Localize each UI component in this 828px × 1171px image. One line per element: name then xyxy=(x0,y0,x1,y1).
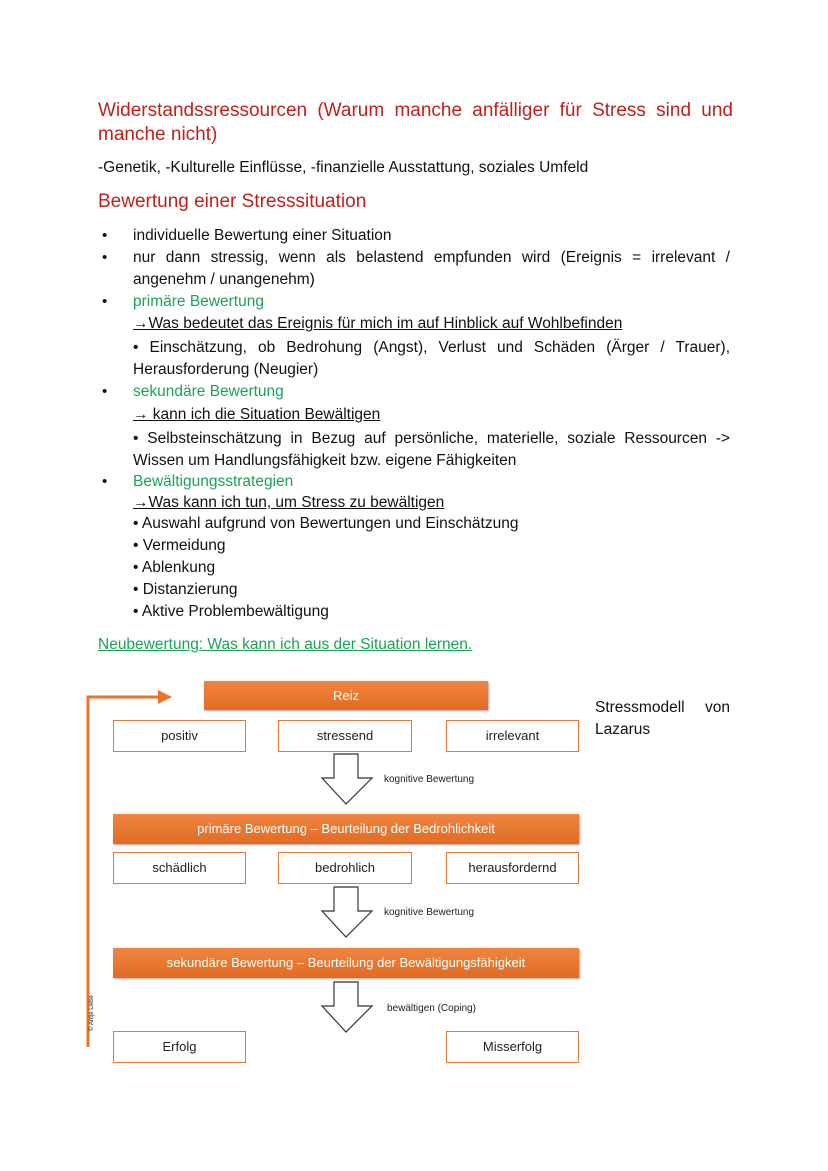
diagram-caption: Stressmodell von Lazarus xyxy=(595,699,730,738)
primary-evaluation-question: →Was bedeutet das Ereignis für mich im auf Hinblick auf Wohlbefinden xyxy=(133,315,623,332)
secondary-evaluation-title: sekundäre Bewertung xyxy=(133,383,284,400)
bullet-dot: • xyxy=(102,473,108,490)
coping-strategies-title: Bewältigungsstrategien xyxy=(133,473,294,490)
outcome-positive: positiv xyxy=(113,720,246,752)
result-failure: Misserfolg xyxy=(446,1031,579,1063)
down-arrow-icon xyxy=(320,885,374,939)
appraisal-threatening: bedrohlich xyxy=(278,852,412,884)
factors-line: -Genetik, -Kulturelle Einflüsse, -finanzielle Ausstattung, soziales Umfeld xyxy=(98,159,589,176)
coping-item: • Ablenkung xyxy=(133,559,216,576)
outcome-irrelevant: irrelevant xyxy=(446,720,579,752)
secondary-evaluation-detail: • Selbsteinschätzung in Bezug auf persönliche, materielle, soziale Ressourcen -> Wissen um Handlungsfähigkeit bzw. eigene Fähigkeiten xyxy=(133,430,730,469)
appraisal-harmful: schädlich xyxy=(113,852,246,884)
reassessment-line: Neubewertung: Was kann ich aus der Situation lernen. xyxy=(98,636,473,653)
arrow-label-cognitive-1: kognitive Bewertung xyxy=(384,774,475,785)
bullet-dot: • xyxy=(102,249,108,266)
coping-item: • Aktive Problembewältigung xyxy=(133,603,329,620)
arrow-label-coping: bewältigen (Coping) xyxy=(387,1003,476,1014)
bullet-dot: • xyxy=(102,383,108,400)
bullet-individual-evaluation: individuelle Bewertung einer Situation xyxy=(133,227,392,244)
bullet-dot: • xyxy=(102,227,108,244)
coping-item: • Distanzierung xyxy=(133,581,238,598)
heading-stress-evaluation: Bewertung einer Stresssituation xyxy=(98,191,367,212)
outcome-stressful: stressend xyxy=(278,720,412,752)
secondary-evaluation-question: → kann ich die Situation Bewältigen xyxy=(133,406,381,423)
down-arrow-icon xyxy=(320,980,374,1034)
copyright-note: © Antje Liebe xyxy=(89,995,95,1031)
down-arrow-icon xyxy=(320,752,374,806)
arrow-label-cognitive-2: kognitive Bewertung xyxy=(384,907,475,918)
stimulus-bar: Reiz xyxy=(204,681,488,710)
primary-evaluation-bar: primäre Bewertung – Beurteilung der Bedrohlichkeit xyxy=(113,814,579,844)
secondary-evaluation-bar: sekundäre Bewertung – Beurteilung der Bewältigungsfähigkeit xyxy=(113,948,579,978)
bullet-stressful-when: nur dann stressig, wenn als belastend empfunden wird (Ereignis = irrelevant / angenehm / unangenehm) xyxy=(133,249,730,288)
coping-strategies-question: →Was kann ich tun, um Stress zu bewältigen xyxy=(133,494,445,511)
coping-item: • Vermeidung xyxy=(133,537,226,554)
appraisal-challenging: herausfordernd xyxy=(446,852,579,884)
coping-item: • Auswahl aufgrund von Bewertungen und Einschätzung xyxy=(133,515,519,532)
primary-evaluation-title: primäre Bewertung xyxy=(133,293,264,310)
heading-resistance-resources: Widerstandssressourcen (Warum manche anfälliger für Stress sind und manche nicht) xyxy=(98,100,733,145)
result-success: Erfolg xyxy=(113,1031,246,1063)
primary-evaluation-detail: • Einschätzung, ob Bedrohung (Angst), Verlust und Schäden (Ärger / Trauer), Herausforderung (Neugier) xyxy=(133,339,730,378)
bullet-dot: • xyxy=(102,293,108,310)
